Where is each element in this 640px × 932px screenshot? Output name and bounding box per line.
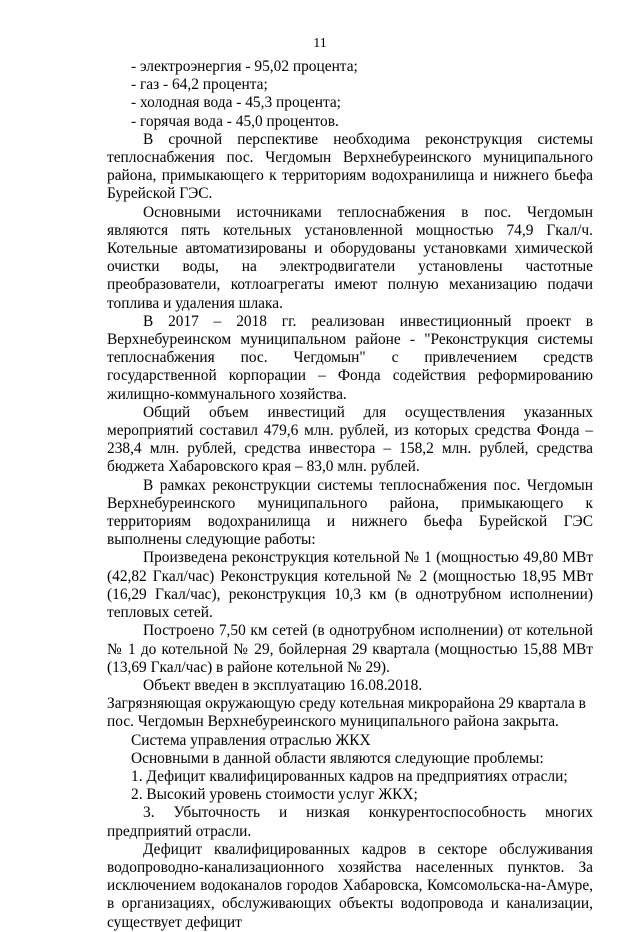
paragraph-boiler-closed: Загрязняющая окружающую среду котельная микрорайона 29 квартала в пос. Чегдомын Верхнебуреинского муниципального района закрыта. (107, 695, 586, 731)
paragraph-investment-project: В 2017 – 2018 гг. реализован инвестиционный проект в Верхнебуреинском муниципальном районе - "Реконструкция системы теплоснабжения пос. Чегдомын" с привлечением средств государственной корпорации – Фонда содействия реформированию жилищно-коммунального хозяйства. (107, 312, 593, 403)
paragraph-commissioning: Объект введен в эксплуатацию 16.08.2018. (143, 676, 423, 694)
paragraph-investment-volume: Общий объем инвестиций для осуществления указанных мероприятий составил 479,6 млн. рублей, из которых средства Фонда – 238,4 млн. рублей, средства инвестора – 158,2 млн. рублей, средства бюджета Хабаровского края – 83,0 млн. рублей. (107, 403, 593, 476)
bullet-cold-water: - холодная вода - 45,3 процента; (131, 94, 341, 112)
page-number: 11 (313, 36, 327, 51)
section-heading-management: Система управления отраслью ЖКХ (131, 731, 371, 749)
bullet-electricity: - электроэнергия - 95,02 процента; (131, 58, 358, 75)
body-text (107, 58, 593, 932)
paragraph-problems-intro: Основными в данной области являются следующие проблемы: (131, 749, 544, 767)
paragraph-reconstruction-need: В срочной перспективе необходима реконструкция системы теплоснабжения пос. Чегдомын Верхнебуреинского муниципального района, примыкающего к территориям водохранилища и нижнего бьефа Бурейской ГЭС. (107, 130, 593, 203)
problem-item-staff-shortage: 1. Дефицит квалифицированных кадров на предприятиях отрасли; (131, 767, 568, 785)
paragraph-works-performed: В рамках реконструкции системы теплоснабжения пос. Чегдомын Верхнебуреинского муниципального района, примыкающего к территориям водохранилища и нижнего бьефа Бурейской ГЭС выполнены следующие работы: (107, 476, 593, 549)
paragraph-boiler-reconstruction: Произведена реконструкция котельной № 1 (мощностью 49,80 МВт (42,82 Гкал/час) Реконструкция котельной № 2 (мощностью 18,95 МВт (16,29 Гкал/час), реконструкция 10,3 км (в однотрубном исполнении) тепловых сетей. (107, 549, 593, 622)
paragraph-staff-deficit: Дефицит квалифицированных кадров в секторе обслуживания водопроводно-канализационного хозяйства населенных пунктов. За исключением водоканалов городов Хабаровска, Комсомольска-на-Амуре, в организациях, обслуживающих объекты водопровода и канализации, существует дефицит (107, 840, 593, 931)
paragraph-heat-sources: Основными источниками теплоснабжения в пос. Чегдомын являются пять котельных установленной мощностью 74,9 Гкал/ч. Котельные автоматизированы и оборудованы установками химической очистки воды, на электродвигатели установлены частотные преобразователи, котлоагрегаты имеют полную механизацию подачи топлива и удаления шлака. (107, 203, 593, 312)
problem-item-high-cost: 2. Высокий уровень стоимости услуг ЖКХ; (131, 786, 418, 804)
problem-item-unprofitability: 3. Убыточность и низкая конкурентоспособность многих предприятий отрасли. (107, 804, 593, 840)
paragraph-new-networks: Построено 7,50 км сетей (в однотрубном исполнении) от котельной № 1 до котельной № 29, бойлерная 29 квартала (мощностью 15,88 МВт (13,69 Гкал/час) в районе котельной № 29). (107, 622, 593, 676)
bullet-hot-water: - горячая вода - 45,0 процентов. (131, 112, 339, 130)
bullet-gas: - газ - 64,2 процента; (131, 76, 268, 94)
